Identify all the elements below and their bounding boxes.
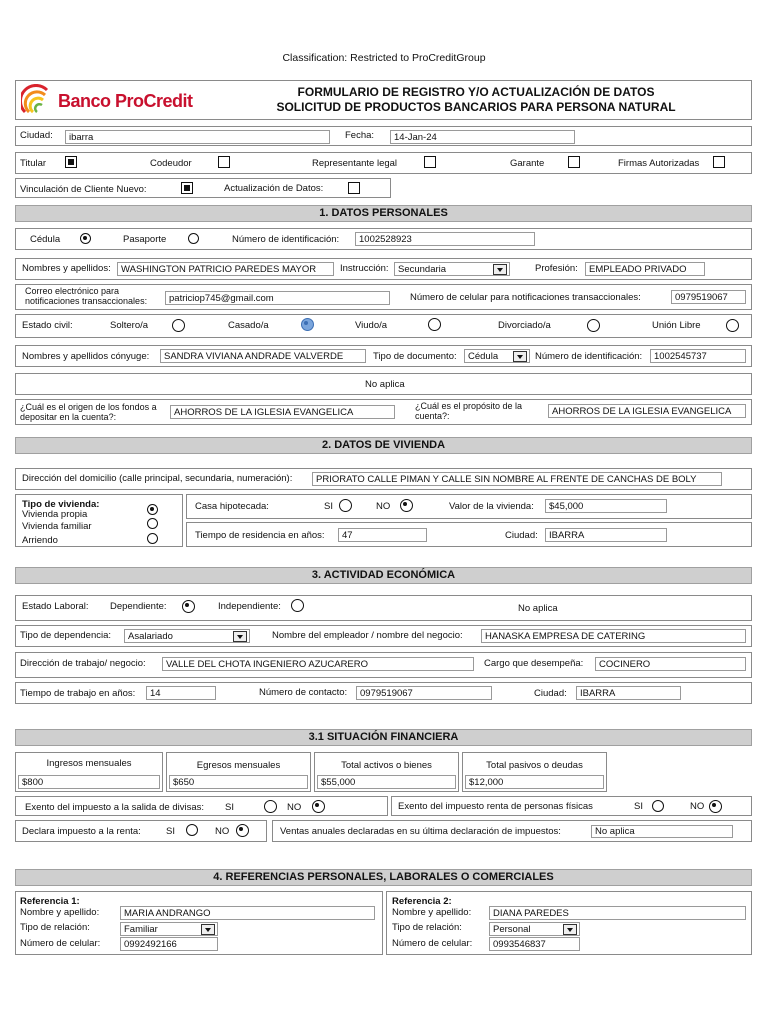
pasaporte-radio[interactable] <box>188 233 199 244</box>
ref1-celular-field[interactable]: 0992492166 <box>120 937 218 951</box>
exento-renta-si-label: SI <box>634 801 643 812</box>
ref2-celular-label: Número de celular: <box>392 938 473 949</box>
origen-label: ¿Cuál es el origen de los fondos a depositar en la cuenta?: <box>20 402 157 422</box>
hipotecada-no-radio[interactable] <box>400 499 413 512</box>
declara-si-label: SI <box>166 826 175 837</box>
direccion-field[interactable]: PRIORATO CALLE PIMAN Y CALLE SIN NOMBRE AL FRENTE DE CANCHAS DE BOLY <box>312 472 722 486</box>
ref1-relacion-label: Tipo de relación: <box>20 922 90 933</box>
hipotecada-no-label: NO <box>376 501 391 512</box>
activos-field[interactable]: $55,000 <box>317 775 456 789</box>
empleador-label: Nombre del empleador / nombre del negocio: <box>272 630 463 641</box>
fecha-label: Fecha: <box>345 130 375 141</box>
celular-field[interactable]: 0979519067 <box>671 290 746 304</box>
section-datos-vivienda: 2. DATOS DE VIVIENDA <box>15 437 752 454</box>
tiempo-trabajo-label: Tiempo de trabajo en años: <box>20 688 136 699</box>
vivienda-propia-radio[interactable] <box>147 504 158 515</box>
ref2-title: Referencia 2: <box>392 896 452 907</box>
instruccion-select[interactable]: Secundaria <box>394 262 510 276</box>
vivienda-propia-label: Vivienda propia <box>22 509 88 520</box>
vivienda-familiar-label: Vivienda familiar <box>22 521 92 532</box>
titular-checkbox[interactable] <box>65 156 77 168</box>
codeudor-label: Codeudor <box>150 158 192 169</box>
num-id-label: Número de identificación: <box>232 234 340 245</box>
declara-label: Declara impuesto a la renta: <box>22 826 141 837</box>
cedula-label: Cédula <box>30 234 61 245</box>
soltero-radio[interactable] <box>172 319 185 332</box>
empleador-field[interactable]: HANASKA EMPRESA DE CATERING <box>481 629 746 643</box>
ref2-nombre-label: Nombre y apellido: <box>392 907 472 918</box>
representante-label: Representante legal <box>312 158 398 169</box>
section-referencias: 4. REFERENCIAS PERSONALES, LABORALES O COMERCIALES <box>15 869 752 886</box>
exento-divisas-no-radio[interactable] <box>312 800 325 813</box>
ref1-relacion-dropdown-icon[interactable] <box>201 924 215 935</box>
exento-divisas-label: Exento del impuesto a la salida de divisas: <box>25 802 205 813</box>
num-id2-label: Número de identificación: <box>535 351 643 362</box>
tiempo-trabajo-field[interactable]: 14 <box>146 686 216 700</box>
divorciado-label: Divorciado/a <box>498 320 551 331</box>
ciudad-vivienda-field[interactable]: IBARRA <box>545 528 667 542</box>
valor-vivienda-label: Valor de la vivienda: <box>449 501 534 512</box>
proposito-label: ¿Cuál es el propósito de la cuenta?: <box>415 401 523 421</box>
tipo-doc-dropdown-icon[interactable] <box>513 351 527 362</box>
ciudad-label: Ciudad: <box>20 130 53 141</box>
arriendo-label: Arriendo <box>22 535 58 546</box>
estado-civil-label: Estado civil: <box>22 320 73 331</box>
independiente-radio[interactable] <box>291 599 304 612</box>
tipo-dependencia-dropdown-icon[interactable] <box>233 631 247 642</box>
exento-divisas-si-radio[interactable] <box>264 800 277 813</box>
ref1-nombre-field[interactable]: MARIA ANDRANGO <box>120 906 375 920</box>
garante-checkbox[interactable] <box>568 156 580 168</box>
ciudad-vivienda-label: Ciudad: <box>505 530 538 541</box>
tiempo-residencia-label: Tiempo de residencia en años: <box>195 530 325 541</box>
conyuge-label: Nombres y apellidos cónyuge: <box>22 351 150 362</box>
contacto-label: Número de contacto: <box>259 687 348 698</box>
codeudor-checkbox[interactable] <box>218 156 230 168</box>
direccion-trabajo-field[interactable]: VALLE DEL CHOTA INGENIERO AZUCARERO <box>162 657 474 671</box>
ref2-relacion-label: Tipo de relación: <box>392 922 462 933</box>
ref2-relacion-select[interactable]: Personal <box>489 922 580 936</box>
instruccion-label: Instrucción: <box>340 263 389 274</box>
ref2-relacion-dropdown-icon[interactable] <box>563 924 577 935</box>
hipotecada-si-radio[interactable] <box>339 499 352 512</box>
tiempo-residencia-field[interactable]: 47 <box>338 528 427 542</box>
exento-renta-si-radio[interactable] <box>652 800 664 812</box>
declara-no-label: NO <box>215 826 230 837</box>
form-title: FORMULARIO DE REGISTRO Y/O ACTUALIZACIÓN DE DATOS <box>297 85 655 99</box>
actualizacion-label: Actualización de Datos: <box>224 183 324 194</box>
valor-vivienda-field[interactable]: $45,000 <box>545 499 667 513</box>
ref1-celular-label: Número de celular: <box>20 938 101 949</box>
cedula-radio[interactable] <box>80 233 91 244</box>
ref1-relacion-select[interactable]: Familiar <box>120 922 218 936</box>
cargo-field[interactable]: COCINERO <box>595 657 746 671</box>
estado-no-aplica-label: No aplica <box>518 603 558 614</box>
union-label: Unión Libre <box>652 320 701 331</box>
tipo-dependencia-select[interactable]: Asalariado <box>124 629 250 643</box>
dependiente-radio[interactable] <box>182 600 195 613</box>
titular-label: Titular <box>20 158 47 169</box>
pasivos-field[interactable]: $12,000 <box>465 775 604 789</box>
procredit-logo-icon <box>21 84 51 116</box>
hipotecada-label: Casa hipotecada: <box>195 501 269 512</box>
independiente-label: Independiente: <box>218 601 281 612</box>
conyuge-field[interactable]: SANDRA VIVIANA ANDRADE VALVERDE <box>160 349 366 363</box>
logo-text: Banco ProCredit <box>58 91 193 111</box>
estado-laboral-label: Estado Laboral: <box>22 601 89 612</box>
ref1-nombre-label: Nombre y apellido: <box>20 907 100 918</box>
egresos-field[interactable]: $650 <box>169 775 308 789</box>
dependiente-label: Dependiente: <box>110 601 167 612</box>
exento-renta-label: Exento del impuesto renta de personas físicas <box>398 801 593 812</box>
firmas-label: Firmas Autorizadas <box>618 158 700 169</box>
direccion-label: Dirección del domicilio (calle principal, secundaria, numeración): <box>22 473 293 484</box>
profesion-field[interactable]: EMPLEADO PRIVADO <box>585 262 705 276</box>
arriendo-radio[interactable] <box>147 533 158 544</box>
exento-divisas-no-label: NO <box>287 802 302 813</box>
hipotecada-si-label: SI <box>324 501 333 512</box>
vinculacion-checkbox[interactable] <box>181 182 193 194</box>
egresos-label: Egresos mensuales <box>196 760 281 771</box>
pasaporte-label: Pasaporte <box>123 234 167 245</box>
exento-renta-no-radio[interactable] <box>709 800 722 813</box>
ingresos-field[interactable]: $800 <box>18 775 160 789</box>
representante-checkbox[interactable] <box>424 156 436 168</box>
contacto-field[interactable]: 0979519067 <box>356 686 492 700</box>
tipo-doc-label: Tipo de documento: <box>373 351 457 362</box>
ref1-title: Referencia 1: <box>20 896 80 907</box>
section-actividad-economica: 3. ACTIVIDAD ECONÓMICA <box>15 567 752 584</box>
ventas-field[interactable]: No aplica <box>591 825 733 838</box>
vinculacion-label: Vinculación de Cliente Nuevo: <box>20 184 147 195</box>
profesion-label: Profesión: <box>535 263 578 274</box>
origen-field[interactable]: AHORROS DE LA IGLESIA EVANGELICA <box>170 405 395 419</box>
pasivos-label: Total pasivos o deudas <box>486 760 583 771</box>
ciudad-field[interactable]: ibarra <box>65 130 330 144</box>
ingresos-label: Ingresos mensuales <box>46 758 132 769</box>
soltero-label: Soltero/a <box>110 320 149 331</box>
union-radio[interactable] <box>726 319 739 332</box>
garante-label: Garante <box>510 158 545 169</box>
ref2-nombre-field[interactable]: DIANA PAREDES <box>489 906 746 920</box>
nombres-field[interactable]: WASHINGTON PATRICIO PAREDES MAYOR <box>117 262 334 276</box>
fecha-field[interactable]: 14-Jan-24 <box>390 130 575 144</box>
firmas-checkbox[interactable] <box>713 156 725 168</box>
tipo-doc-select[interactable]: Cédula <box>464 349 530 363</box>
direccion-trabajo-label: Dirección de trabajo/ negocio: <box>20 658 146 669</box>
form-subtitle: SOLICITUD DE PRODUCTOS BANCARIOS PARA PERSONA NATURAL <box>276 100 676 114</box>
correo-label: Correo electrónico para notificaciones transaccionales: <box>25 286 148 306</box>
actualizacion-checkbox[interactable] <box>348 182 360 194</box>
tipo-vivienda-label: Tipo de vivienda: <box>22 499 100 510</box>
nombres-label: Nombres y apellidos: <box>22 263 111 274</box>
activos-label: Total activos o bienes <box>341 760 432 771</box>
viudo-radio[interactable] <box>428 318 441 331</box>
instruccion-dropdown-icon[interactable] <box>493 264 507 275</box>
exento-divisas-si-label: SI <box>225 802 234 813</box>
no-aplica-label: No aplica <box>365 379 405 390</box>
correo-field[interactable]: patriciop745@gmail.com <box>165 291 390 305</box>
classification-label: Classification: Restricted to ProCreditGroup <box>282 52 486 64</box>
ref2-celular-field[interactable]: 0993546837 <box>489 937 580 951</box>
tipo-dependencia-label: Tipo de dependencia: <box>20 630 112 641</box>
ciudad-trabajo-field[interactable]: IBARRA <box>576 686 681 700</box>
casado-label: Casado/a <box>228 320 269 331</box>
ciudad-trabajo-label: Ciudad: <box>534 688 567 699</box>
casado-radio[interactable] <box>301 318 314 331</box>
form-header <box>15 80 752 120</box>
declara-si-radio[interactable] <box>186 824 198 836</box>
divorciado-radio[interactable] <box>587 319 600 332</box>
celular-label: Número de celular para notificaciones transaccionales: <box>410 292 641 303</box>
section-datos-personales: 1. DATOS PERSONALES <box>15 205 752 222</box>
num-id-field[interactable]: 1002528923 <box>355 232 535 246</box>
vivienda-familiar-radio[interactable] <box>147 518 158 529</box>
proposito-field[interactable]: AHORROS DE LA IGLESIA EVANGELICA <box>548 404 746 418</box>
declara-no-radio[interactable] <box>236 824 249 837</box>
num-id2-field[interactable]: 1002545737 <box>650 349 746 363</box>
cargo-label: Cargo que desempeña: <box>484 658 584 669</box>
exento-renta-no-label: NO <box>690 801 705 812</box>
ventas-label: Ventas anuales declaradas en su última declaración de impuestos: <box>280 826 561 837</box>
section-situacion-financiera: 3.1 SITUACIÓN FINANCIERA <box>15 729 752 746</box>
viudo-label: Viudo/a <box>355 320 388 331</box>
